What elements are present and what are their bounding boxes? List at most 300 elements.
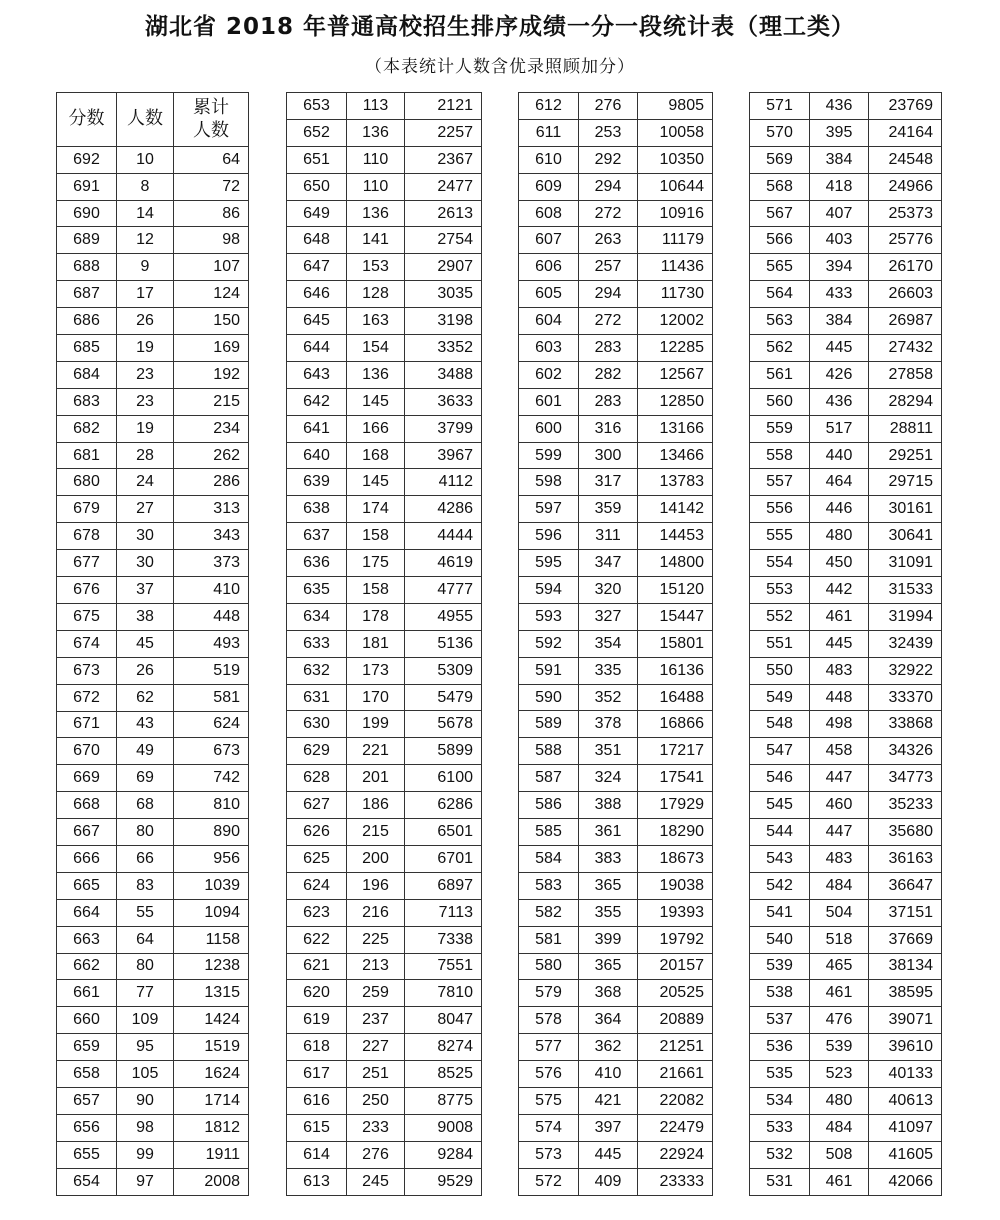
- table-row: [750, 388, 942, 415]
- cumulative-cell: 39071: [869, 1007, 942, 1034]
- score-cell: 556: [750, 496, 810, 523]
- score-cell: 688: [57, 254, 117, 281]
- cumulative-cell: 3488: [405, 361, 482, 388]
- score-cell: 540: [750, 926, 810, 953]
- score-cell: 622: [287, 926, 347, 953]
- cumulative-cell: 26603: [869, 281, 942, 308]
- cumulative-cell: 373: [174, 550, 249, 577]
- score-cell: 631: [287, 684, 347, 711]
- count-cell: 158: [347, 577, 405, 604]
- count-cell: 245: [347, 1168, 405, 1195]
- score-cell: 558: [750, 442, 810, 469]
- table-row: [519, 388, 713, 415]
- count-cell: 320: [579, 577, 638, 604]
- cumulative-cell: 4955: [405, 603, 482, 630]
- count-cell: 447: [810, 765, 869, 792]
- score-cell: 666: [57, 845, 117, 872]
- count-cell: 181: [347, 630, 405, 657]
- cumulative-cell: 31994: [869, 603, 942, 630]
- cumulative-cell: 9284: [405, 1141, 482, 1168]
- cumulative-cell: 286: [174, 469, 249, 496]
- score-cell: 538: [750, 980, 810, 1007]
- cumulative-cell: 6897: [405, 872, 482, 899]
- count-cell: 26: [117, 308, 174, 335]
- table-row: [750, 469, 942, 496]
- count-cell: 213: [347, 953, 405, 980]
- table-row: [287, 388, 482, 415]
- cumulative-cell: 24548: [869, 146, 942, 173]
- cumulative-cell: 5136: [405, 630, 482, 657]
- table-row: [57, 684, 249, 711]
- count-cell: 436: [810, 388, 869, 415]
- table-row: [750, 1114, 942, 1141]
- score-table-1: [56, 92, 249, 1196]
- score-cell: 559: [750, 415, 810, 442]
- score-cell: 565: [750, 254, 810, 281]
- table-row: [287, 361, 482, 388]
- table-row: [287, 980, 482, 1007]
- score-cell: 604: [519, 308, 579, 335]
- cumulative-cell: 86: [174, 200, 249, 227]
- cumulative-cell: 493: [174, 630, 249, 657]
- cumulative-cell: 98: [174, 227, 249, 254]
- table-row: [287, 93, 482, 120]
- score-cell: 668: [57, 792, 117, 819]
- count-cell: 480: [810, 1087, 869, 1114]
- score-cell: 627: [287, 792, 347, 819]
- score-cell: 636: [287, 550, 347, 577]
- cumulative-cell: 12567: [638, 361, 713, 388]
- table-row: [57, 1168, 249, 1195]
- cumulative-cell: 624: [174, 711, 249, 738]
- cumulative-cell: 23333: [638, 1168, 713, 1195]
- table-row: [750, 845, 942, 872]
- score-cell: 608: [519, 200, 579, 227]
- count-cell: 461: [810, 1168, 869, 1195]
- count-cell: 480: [810, 523, 869, 550]
- count-cell: 294: [579, 281, 638, 308]
- cumulative-cell: 742: [174, 765, 249, 792]
- score-cell: 571: [750, 93, 810, 120]
- cumulative-cell: 4112: [405, 469, 482, 496]
- table-row: [57, 819, 249, 846]
- score-cell: 658: [57, 1061, 117, 1088]
- score-cell: 609: [519, 173, 579, 200]
- score-cell: 603: [519, 335, 579, 362]
- count-cell: 80: [117, 953, 174, 980]
- cumulative-cell: 1039: [174, 872, 249, 899]
- table-row: [287, 1087, 482, 1114]
- count-cell: 68: [117, 792, 174, 819]
- count-cell: 395: [810, 119, 869, 146]
- count-cell: 17: [117, 281, 174, 308]
- cumulative-cell: 25373: [869, 200, 942, 227]
- count-cell: 97: [117, 1168, 174, 1195]
- cumulative-cell: 24966: [869, 173, 942, 200]
- score-cell: 588: [519, 738, 579, 765]
- cumulative-cell: 8047: [405, 1007, 482, 1034]
- score-cell: 539: [750, 953, 810, 980]
- cumulative-cell: 41605: [869, 1141, 942, 1168]
- table-row: [750, 173, 942, 200]
- cumulative-cell: 10644: [638, 173, 713, 200]
- score-cell: 611: [519, 119, 579, 146]
- table-row: [57, 657, 249, 684]
- score-cell: 681: [57, 442, 117, 469]
- table-row: [519, 523, 713, 550]
- count-cell: 24: [117, 469, 174, 496]
- table-row: [519, 1061, 713, 1088]
- cumulative-cell: 9805: [638, 93, 713, 120]
- score-cell: 687: [57, 281, 117, 308]
- score-cell: 585: [519, 819, 579, 846]
- table-row: [519, 173, 713, 200]
- table-row: [287, 872, 482, 899]
- score-cell: 593: [519, 603, 579, 630]
- score-cell: 679: [57, 496, 117, 523]
- score-cell: 583: [519, 872, 579, 899]
- score-cell: 582: [519, 899, 579, 926]
- score-cell: 567: [750, 200, 810, 227]
- score-cell: 669: [57, 765, 117, 792]
- count-cell: 136: [347, 361, 405, 388]
- count-cell: 90: [117, 1087, 174, 1114]
- cumulative-cell: 12850: [638, 388, 713, 415]
- table-row: [287, 577, 482, 604]
- cumulative-cell: 7551: [405, 953, 482, 980]
- count-cell: 498: [810, 711, 869, 738]
- count-cell: 83: [117, 872, 174, 899]
- table-row: [750, 657, 942, 684]
- cumulative-cell: 7338: [405, 926, 482, 953]
- table-row: [287, 1007, 482, 1034]
- score-cell: 682: [57, 415, 117, 442]
- table-row: [287, 819, 482, 846]
- count-cell: 399: [579, 926, 638, 953]
- table-row: [287, 415, 482, 442]
- table-row: [750, 738, 942, 765]
- cumulative-cell: 1624: [174, 1061, 249, 1088]
- cumulative-cell: 150: [174, 308, 249, 335]
- score-cell: 577: [519, 1034, 579, 1061]
- cumulative-cell: 18290: [638, 819, 713, 846]
- table-row: [519, 361, 713, 388]
- cumulative-cell: 1519: [174, 1034, 249, 1061]
- score-cell: 685: [57, 335, 117, 362]
- cumulative-cell: 30641: [869, 523, 942, 550]
- cumulative-cell: 169: [174, 335, 249, 362]
- score-cell: 551: [750, 630, 810, 657]
- cumulative-cell: 33370: [869, 684, 942, 711]
- table-row: [287, 281, 482, 308]
- score-cell: 647: [287, 254, 347, 281]
- table-row: [519, 711, 713, 738]
- table-row: [750, 765, 942, 792]
- table-row: [519, 684, 713, 711]
- count-cell: 99: [117, 1141, 174, 1168]
- cumulative-cell: 192: [174, 361, 249, 388]
- cumulative-cell: 1158: [174, 926, 249, 953]
- score-cell: 643: [287, 361, 347, 388]
- table-row: [750, 496, 942, 523]
- table-row: [287, 254, 482, 281]
- table-row: [750, 119, 942, 146]
- count-cell: 518: [810, 926, 869, 953]
- score-cell: 568: [750, 173, 810, 200]
- score-cell: 602: [519, 361, 579, 388]
- score-cell: 579: [519, 980, 579, 1007]
- cumulative-cell: 38134: [869, 953, 942, 980]
- cumulative-cell: 37669: [869, 926, 942, 953]
- cumulative-cell: 40133: [869, 1061, 942, 1088]
- table-row: [519, 630, 713, 657]
- count-cell: 237: [347, 1007, 405, 1034]
- cumulative-cell: 38595: [869, 980, 942, 1007]
- score-cell: 595: [519, 550, 579, 577]
- table-row: [57, 200, 249, 227]
- cumulative-cell: 9529: [405, 1168, 482, 1195]
- count-cell: 141: [347, 227, 405, 254]
- cumulative-cell: 1812: [174, 1114, 249, 1141]
- score-table-2: [286, 92, 482, 1196]
- score-cell: 649: [287, 200, 347, 227]
- cumulative-cell: 31091: [869, 550, 942, 577]
- table-row: [287, 523, 482, 550]
- score-cell: 674: [57, 630, 117, 657]
- cumulative-cell: 20525: [638, 980, 713, 1007]
- count-cell: 30: [117, 523, 174, 550]
- cumulative-cell: 14453: [638, 523, 713, 550]
- score-cell: 550: [750, 657, 810, 684]
- score-cell: 545: [750, 792, 810, 819]
- table-row: [287, 1114, 482, 1141]
- count-cell: 19: [117, 335, 174, 362]
- table-row: [57, 792, 249, 819]
- table-row: [519, 442, 713, 469]
- table-row: [287, 173, 482, 200]
- table-row: [519, 1034, 713, 1061]
- table-row: [57, 173, 249, 200]
- table-row: [287, 119, 482, 146]
- table-row: [519, 1087, 713, 1114]
- count-cell: 145: [347, 388, 405, 415]
- cumulative-cell: 72: [174, 173, 249, 200]
- table-header-row: [57, 93, 249, 147]
- table-row: [57, 926, 249, 953]
- count-cell: 458: [810, 738, 869, 765]
- table-row: [519, 254, 713, 281]
- cumulative-cell: 2257: [405, 119, 482, 146]
- count-cell: 38: [117, 603, 174, 630]
- cumulative-cell: 234: [174, 415, 249, 442]
- count-cell: 276: [347, 1141, 405, 1168]
- count-cell: 163: [347, 308, 405, 335]
- score-cell: 672: [57, 684, 117, 711]
- count-cell: 174: [347, 496, 405, 523]
- cumulative-cell: 11730: [638, 281, 713, 308]
- score-cell: 663: [57, 926, 117, 953]
- table-row: [750, 281, 942, 308]
- count-cell: 166: [347, 415, 405, 442]
- score-cell: 554: [750, 550, 810, 577]
- score-cell: 552: [750, 603, 810, 630]
- cumulative-cell: 29715: [869, 469, 942, 496]
- count-cell: 253: [579, 119, 638, 146]
- table-row: [750, 308, 942, 335]
- table-row: [750, 899, 942, 926]
- score-cell: 542: [750, 872, 810, 899]
- table-row: [750, 1087, 942, 1114]
- table-row: [750, 254, 942, 281]
- table-row: [57, 1061, 249, 1088]
- score-cell: 678: [57, 523, 117, 550]
- score-cell: 560: [750, 388, 810, 415]
- count-cell: 368: [579, 980, 638, 1007]
- count-cell: 26: [117, 657, 174, 684]
- count-cell: 378: [579, 711, 638, 738]
- table-row: [519, 496, 713, 523]
- score-cell: 648: [287, 227, 347, 254]
- table-row: [57, 1087, 249, 1114]
- count-cell: 49: [117, 738, 174, 765]
- score-cell: 535: [750, 1061, 810, 1088]
- cumulative-cell: 33868: [869, 711, 942, 738]
- table-row: [57, 845, 249, 872]
- cumulative-cell: 17929: [638, 792, 713, 819]
- score-cell: 561: [750, 361, 810, 388]
- cumulative-cell: 18673: [638, 845, 713, 872]
- count-cell: 250: [347, 1087, 405, 1114]
- table-row: [750, 603, 942, 630]
- cumulative-cell: 24164: [869, 119, 942, 146]
- table-row: [287, 227, 482, 254]
- cumulative-cell: 41097: [869, 1114, 942, 1141]
- score-cell: 614: [287, 1141, 347, 1168]
- cumulative-cell: 4619: [405, 550, 482, 577]
- cumulative-cell: 6501: [405, 819, 482, 846]
- count-cell: 347: [579, 550, 638, 577]
- score-cell: 589: [519, 711, 579, 738]
- cumulative-cell: 19393: [638, 899, 713, 926]
- table-row: [519, 657, 713, 684]
- score-cell: 640: [287, 442, 347, 469]
- count-cell: 504: [810, 899, 869, 926]
- table-row: [57, 146, 249, 173]
- cumulative-cell: 36647: [869, 872, 942, 899]
- table-row: [57, 469, 249, 496]
- score-cell: 619: [287, 1007, 347, 1034]
- score-cell: 623: [287, 899, 347, 926]
- cumulative-cell: 7810: [405, 980, 482, 1007]
- count-cell: 294: [579, 173, 638, 200]
- cumulative-cell: 30161: [869, 496, 942, 523]
- count-cell: 418: [810, 173, 869, 200]
- table-row: [750, 1168, 942, 1195]
- cumulative-cell: 810: [174, 792, 249, 819]
- cumulative-cell: 25776: [869, 227, 942, 254]
- table-row: [57, 711, 249, 738]
- cumulative-cell: 1911: [174, 1141, 249, 1168]
- score-cell: 548: [750, 711, 810, 738]
- score-cell: 555: [750, 523, 810, 550]
- cumulative-cell: 12002: [638, 308, 713, 335]
- score-cell: 531: [750, 1168, 810, 1195]
- score-cell: 597: [519, 496, 579, 523]
- table-row: [519, 415, 713, 442]
- score-cell: 598: [519, 469, 579, 496]
- score-cell: 613: [287, 1168, 347, 1195]
- count-cell: 95: [117, 1034, 174, 1061]
- score-cell: 541: [750, 899, 810, 926]
- count-cell: 14: [117, 200, 174, 227]
- table-row: [287, 308, 482, 335]
- table-row: [57, 361, 249, 388]
- score-cell: 690: [57, 200, 117, 227]
- score-cell: 572: [519, 1168, 579, 1195]
- count-cell: 12: [117, 227, 174, 254]
- score-cell: 612: [519, 93, 579, 120]
- cumulative-cell: 2477: [405, 173, 482, 200]
- count-cell: 292: [579, 146, 638, 173]
- count-cell: 483: [810, 657, 869, 684]
- table-row: [750, 93, 942, 120]
- table-row: [57, 388, 249, 415]
- score-cell: 580: [519, 953, 579, 980]
- table-row: [519, 738, 713, 765]
- table-row: [57, 496, 249, 523]
- count-cell: 233: [347, 1114, 405, 1141]
- header-score: 分数: [57, 93, 117, 147]
- cumulative-cell: 4444: [405, 523, 482, 550]
- count-cell: 365: [579, 872, 638, 899]
- count-cell: 136: [347, 200, 405, 227]
- table-row: [57, 765, 249, 792]
- count-cell: 351: [579, 738, 638, 765]
- table-row: [519, 926, 713, 953]
- cumulative-cell: 64: [174, 146, 249, 173]
- count-cell: 397: [579, 1114, 638, 1141]
- cumulative-cell: 2613: [405, 200, 482, 227]
- count-cell: 109: [117, 1007, 174, 1034]
- score-cell: 660: [57, 1007, 117, 1034]
- table-row: [287, 684, 482, 711]
- count-cell: 403: [810, 227, 869, 254]
- cumulative-cell: 448: [174, 603, 249, 630]
- score-cell: 642: [287, 388, 347, 415]
- cumulative-cell: 313: [174, 496, 249, 523]
- count-cell: 110: [347, 146, 405, 173]
- count-cell: 145: [347, 469, 405, 496]
- cumulative-cell: 31533: [869, 577, 942, 604]
- count-cell: 80: [117, 819, 174, 846]
- table-row: [519, 792, 713, 819]
- table-row: [57, 872, 249, 899]
- cumulative-cell: 17541: [638, 765, 713, 792]
- score-cell: 563: [750, 308, 810, 335]
- score-cell: 546: [750, 765, 810, 792]
- cumulative-cell: 16136: [638, 657, 713, 684]
- count-cell: 450: [810, 550, 869, 577]
- cumulative-cell: 16866: [638, 711, 713, 738]
- table-row: [287, 469, 482, 496]
- cumulative-cell: 15801: [638, 630, 713, 657]
- table-row: [750, 442, 942, 469]
- cumulative-cell: 890: [174, 819, 249, 846]
- score-cell: 680: [57, 469, 117, 496]
- score-cell: 549: [750, 684, 810, 711]
- score-cell: 547: [750, 738, 810, 765]
- score-cell: 650: [287, 173, 347, 200]
